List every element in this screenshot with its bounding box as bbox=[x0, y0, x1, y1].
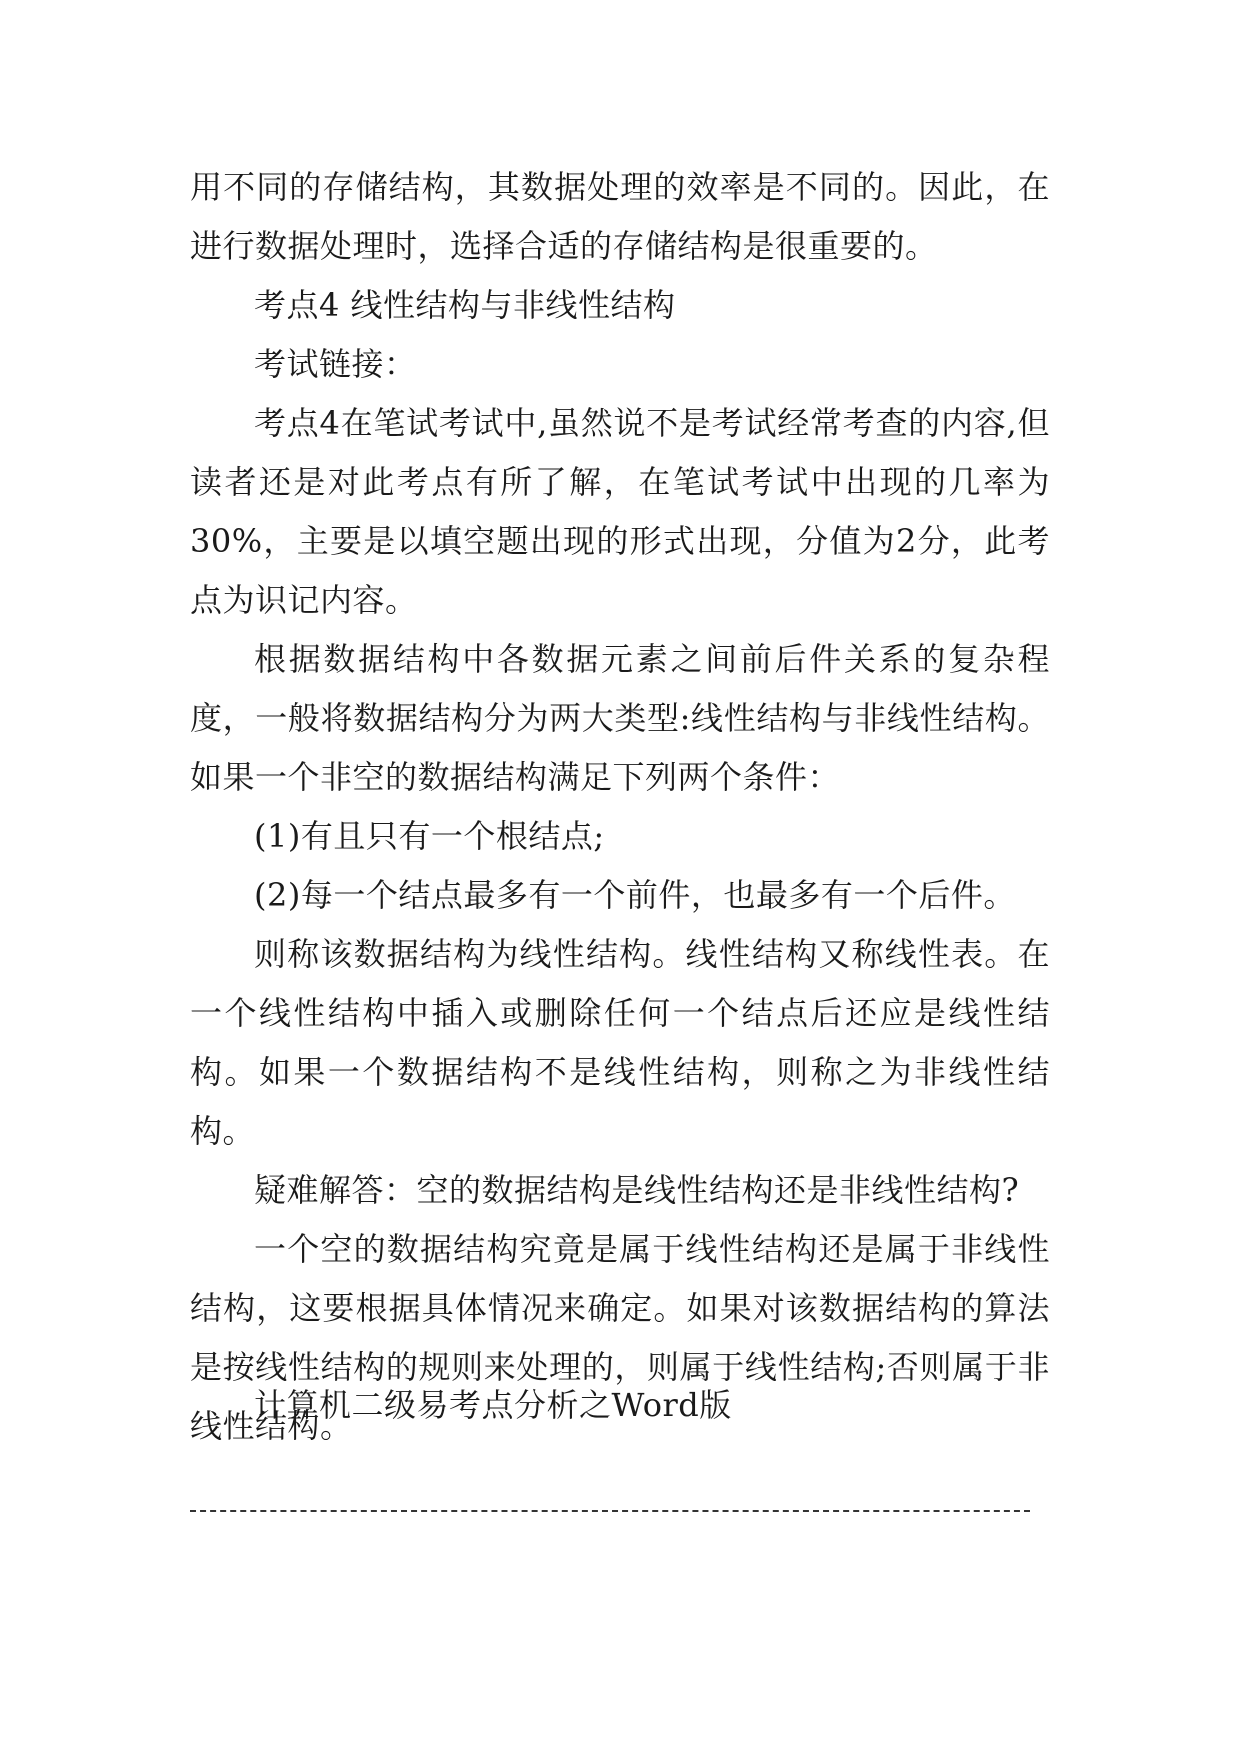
document-footer-title: 计算机二级易考点分析之Word版 bbox=[254, 1386, 732, 1424]
exam-link-label: 考试链接： bbox=[254, 345, 417, 383]
paragraph-structure-types: 根据数据结构中各数据元素之间前后件关系的复杂程度，一般将数据结构分为两大类型:线性结构与非线性结构。如果一个非空的数据结构满足下列两个条件： bbox=[190, 640, 1050, 796]
condition-item-1: (1)有且只有一个根结点; bbox=[254, 817, 605, 855]
section-heading: 考点4 线性结构与非线性结构 bbox=[254, 286, 676, 324]
paragraph-storage-efficiency: 用不同的存储结构，其数据处理的效率是不同的。因此，在进行数据处理时，选择合适的存储结构是很重要的。 bbox=[190, 168, 1050, 265]
faq-answer: 一个空的数据结构究竟是属于线性结构还是属于非线性结构，这要根据具体情况来确定。如果对该数据结构的算法是按线性结构的规则来处理的，则属于线性结构;否则属于非线性结构。 bbox=[190, 1230, 1050, 1445]
condition-item-2: (2)每一个结点最多有一个前件，也最多有一个后件。 bbox=[254, 876, 1016, 914]
document-body bbox=[190, 158, 1050, 1456]
paragraph-linear-definition: 则称该数据结构为线性结构。线性结构又称线性表。在一个线性结构中插入或删除任何一个结点后还应是线性结构。如果一个数据结构不是线性结构，则称之为非线性结构。 bbox=[190, 935, 1050, 1150]
dashed-separator bbox=[190, 1510, 1030, 1512]
faq-question: 疑难解答：空的数据结构是线性结构还是非线性结构? bbox=[254, 1171, 1020, 1209]
paragraph-exam-info: 考点4在笔试考试中,虽然说不是考试经常考查的内容,但读者还是对此考点有所了解，在笔试考试中出现的几率为30%，主要是以填空题出现的形式出现，分值为2分，此考点为识记内容。 bbox=[190, 404, 1050, 619]
